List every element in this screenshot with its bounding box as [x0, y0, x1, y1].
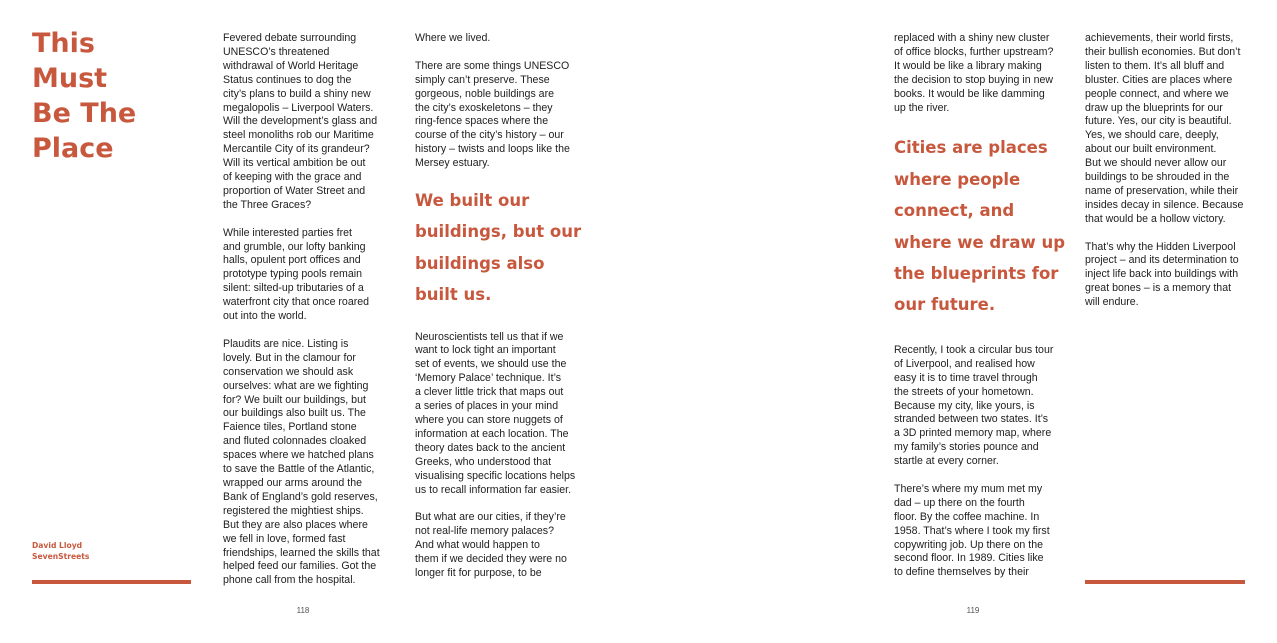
- author-name: David Lloyd: [32, 541, 83, 550]
- byline: [32, 541, 89, 562]
- paragraph: Plaudits are nice. Listing is lovely. But in the clamour for conservation we should ask ourselves: what are we fighting for? We built our buildings, but our buildings also built us. The Faience tiles, Portland stone and fluted colonnades cloaked spaces where we hatched plans to save the Battle of the Atlantic, wrapped our arms around the Bank of England’s gold reserves, registered the mightiest ships. But they are also places where we fell in love, formed fast friendships, learned the skills that helped feed our families. Got the phone call from the hospital.: [223, 337, 380, 587]
- right-page-column-2: [1085, 32, 1263, 310]
- paragraph: That’s why the Hidden Liverpool project – and its determination to inject life back into buildings with great bones – is a memory that will endure.: [1085, 240, 1239, 309]
- left-page-column-2: [415, 32, 585, 581]
- paragraph: replaced with a shiny new cluster of office blocks, further upstream? It would be like a library making the decision to stop buying in new books. It would be like damming up the river.: [894, 32, 1054, 114]
- paragraph: There are some things UNESCO simply can’t preserve. These gorgeous, noble buildings are the city’s exoskeletons – they ring-fence spaces where the course of the city’s history – our history – twists and loops like the Mersey estuary.: [415, 59, 570, 170]
- paragraph: Fevered debate surrounding UNESCO’s threatened withdrawal of World Heritage Status continues to dog the city’s plans to build a shiny new megalopolis – Liverpool Waters. Will the development’s glass and steel monoliths rob our Maritime Mercantile City of its grandeur? Will its vertical ambition be out of keeping with the grace and proportion of Water Street and the Three Graces?: [223, 32, 378, 211]
- publication-name: SevenStreets: [32, 551, 90, 561]
- title-line: Be The: [32, 98, 137, 129]
- article-title: [32, 26, 192, 166]
- paragraph: But what are our cities, if they’re not real-life memory palaces? And what would happen to them if we decided they were no longer fit for purpose, to be: [415, 511, 567, 579]
- page-number: 119: [966, 606, 980, 615]
- right-page-column-1: [894, 32, 1066, 580]
- left-accent-rule: [32, 580, 191, 584]
- paragraph: Neuroscientists tell us that if we want to lock tight an important set of events, we should use the ‘Memory Palace’ technique. It’s a clever little trick that maps out a series of places in your mind where you can store nuggets of information at each location. The theory dates back to the ancient Greeks, who understood that visualising specific locations helps us to recall information far easier.: [415, 330, 576, 496]
- pull-quote: We built our buildings, but our buildings also built us.: [415, 190, 582, 305]
- left-page-column-1: [223, 32, 391, 588]
- paragraph: Where we lived.: [415, 32, 491, 44]
- paragraph: While interested parties fret and grumble, our lofty banking halls, opulent port offices and prototype typing pools remain silent: silted-up tributaries of a waterfront city that once roared out into the world.: [223, 226, 370, 323]
- page-number: 118: [296, 606, 310, 615]
- title-line: Must: [32, 63, 108, 94]
- paragraph: Recently, I took a circular bus tour of Liverpool, and realised how easy it is to time travel through the streets of your hometown. Because my city, like yours, is stranded between two states. It’s a 3D printed memory map, where my family’s stories pounce and startle at every corner.: [894, 343, 1054, 468]
- paragraph: achievements, their world firsts, their bullish economies. But don’t listen to them. It’s all bluff and bluster. Cities are places where people connect, and where we draw up the blueprints for our future. Yes, our city is beautiful. Yes, we should care, deeply, about our built environment. But we should never allow our buildings to be shrouded in the name of preservation, while their insides decay in silence. Because that would be a hollow victory.: [1085, 32, 1244, 225]
- paragraph: There’s where my mum met my dad – up there on the fourth floor. By the coffee machine. In 1958. That’s where I took my first copywriting job. Up there on the second floor. In 1989. Cities like to define themselves by their: [894, 482, 1050, 579]
- title-line: This: [32, 28, 95, 59]
- title-line: Place: [32, 133, 114, 164]
- pull-quote: Cities are places where people connect, and where we draw up the blueprints for our future.: [894, 138, 1066, 315]
- right-accent-rule: [1085, 580, 1245, 584]
